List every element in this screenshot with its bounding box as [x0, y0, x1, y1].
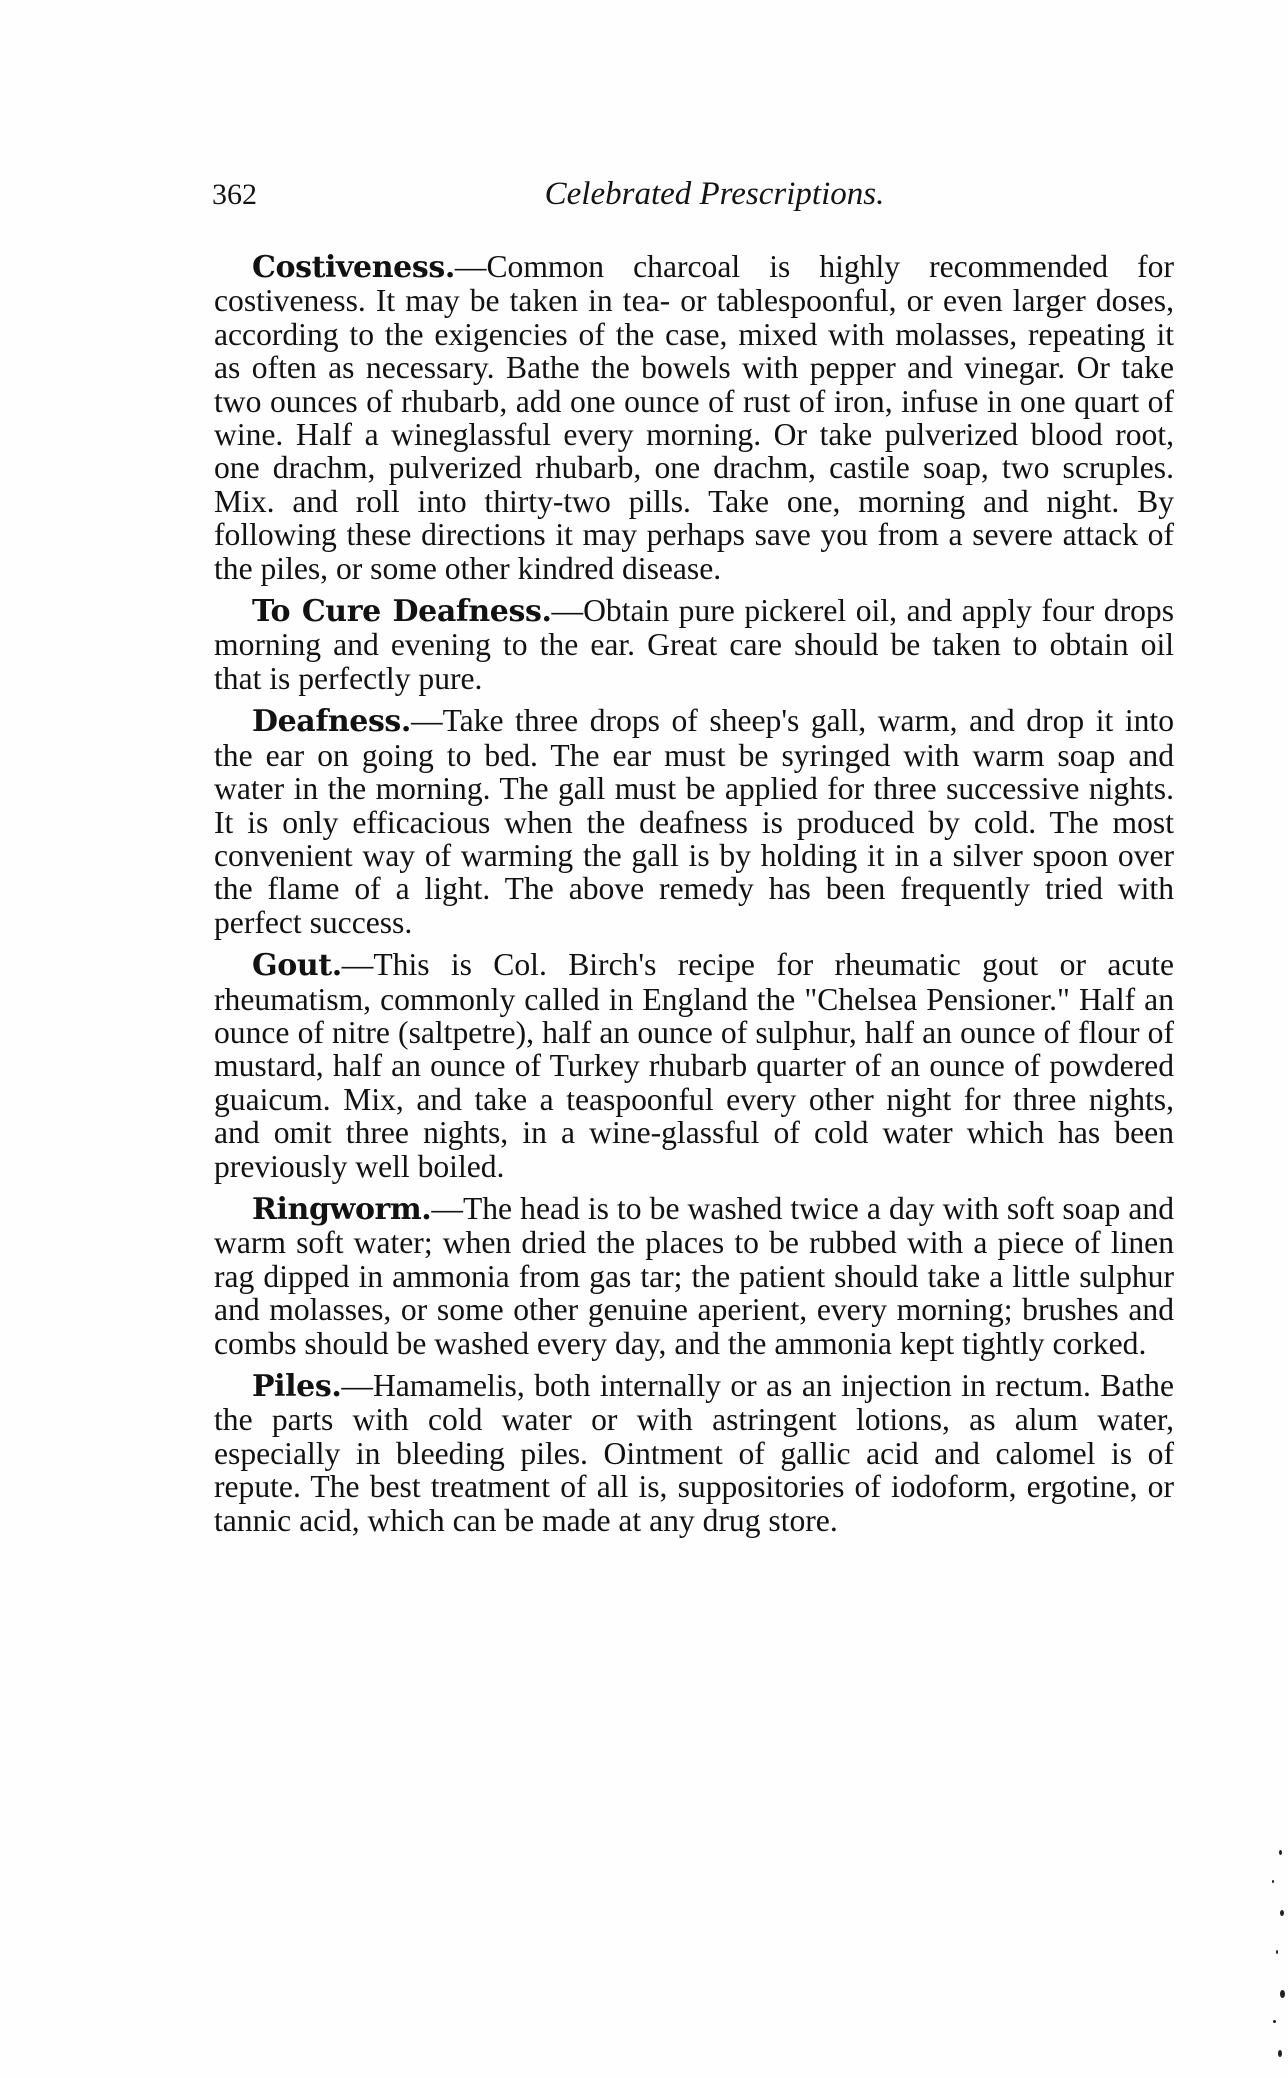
- running-head: [212, 176, 1177, 226]
- entry-heading: Costiveness.: [252, 250, 455, 285]
- entry-heading: Deafness.: [252, 704, 411, 740]
- entry-heading: Gout.: [252, 948, 342, 984]
- entry-text: —Obtain pure pickerel oil, and apply four drops morning and evening to the ear. Great care should be taken to obtain oil that is perfectly pure.: [214, 593, 1174, 696]
- entry-heading: To Cure Deafness.: [252, 594, 552, 630]
- entry-gout: [214, 948, 1174, 1183]
- entry-piles: [214, 1369, 1174, 1537]
- entry-text: —The head is to be washed twice a day with soft soap and warm soft water; when dried the places to be rubbed with a piece of linen rag dipped in ammonia from gas tar; the patient should take a little sulphur and molasses, or some other genuine aperient, every morning; brushes and combs should be washed every day, and the ammonia kept tightly corked.: [214, 1190, 1174, 1361]
- page-edge-wear: [1248, 1840, 1288, 2078]
- entry-to-cure-deafness: [214, 594, 1174, 695]
- entry-costiveness: [214, 250, 1174, 585]
- entry-text: —Take three drops of sheep's gall, warm, and drop it into the ear on going to bed. The ear must be syringed with warm soap and water in the morning. The gall must be applied for three successive nights. It is only efficacious when the deafness is produced by cold. The most convenient way of warming the gall is by holding it in a silver spoon over the flame of a light. The above remedy has been frequently tried with perfect success.: [214, 703, 1174, 940]
- entry-deafness: [214, 704, 1174, 939]
- entry-heading: Ringworm.: [252, 1191, 432, 1227]
- page-title: Celebrated Prescriptions.: [544, 176, 885, 212]
- entry-heading: Piles.: [252, 1369, 342, 1404]
- entry-text: —Common charcoal is highly recommended for costiveness. It may be taken in tea- or tablespoonful, or even larger doses, according to the exigencies of the case, mixed with molasses, repeating it as often as necessary. Bathe the bowels with pepper and vinegar. Or take two ounces of rhubarb, add one ounce of rust of iron, infuse in one quart of wine. Half a wineglassful every morning. Or take pulverized blood root, one drachm, pulverized rhubarb, one drachm, castile soap, two scruples. Mix. and roll into thirty-two pills. Take one, morning and night. By following these directions it may perhaps save you from a severe attack of the piles, or some other kindred disease.: [214, 249, 1174, 586]
- prescriptions-text: [214, 250, 1174, 1546]
- entry-ringworm: [214, 1192, 1174, 1360]
- page-number: 362: [212, 178, 257, 211]
- entry-text: —This is Col. Birch's recipe for rheumatic gout or acute rheumatism, commonly called in England the "Chelsea Pensioner." Half an ounce of nitre (saltpetre), half an ounce of sulphur, half an ounce of flour of mustard, half an ounce of Turkey rhubarb quarter of an ounce of powdered guaicum. Mix, and take a teaspoonful every other night for three nights, and omit three nights, in a wine-glassful of cold water which has been previously well boiled.: [214, 947, 1174, 1184]
- entry-text: —Hamamelis, both internally or as an injection in rectum. Bathe the parts with cold water or with astringent lotions, as alum water, especially in bleeding piles. Ointment of gallic acid and calomel is of repute. The best treatment of all is, suppositories of iodoform, ergotine, or tannic acid, which can be made at any drug store.: [214, 1368, 1174, 1538]
